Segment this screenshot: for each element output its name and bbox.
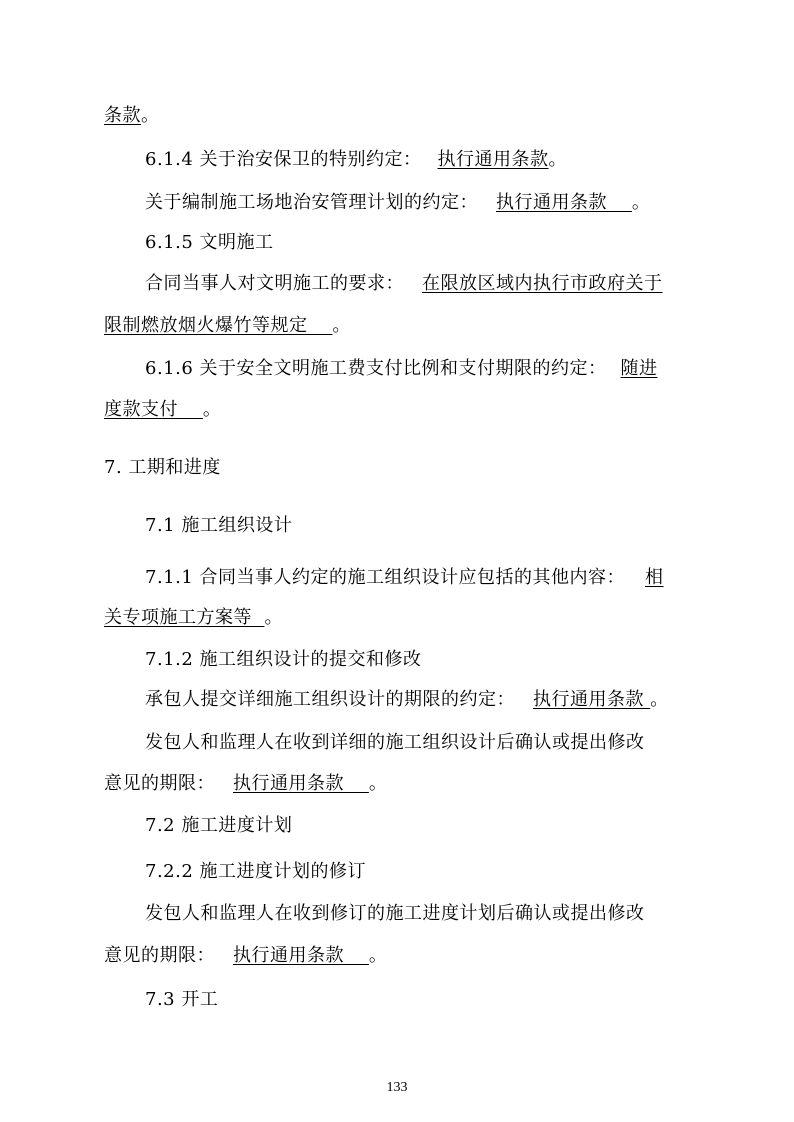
- line-confirmation: 发包人和监理人在收到详细的施工组织设计后确认或提出修改: [145, 732, 645, 753]
- filled-value: 度款支付: [104, 399, 178, 420]
- filled-value: 限制燃放烟火爆竹等规定: [104, 315, 308, 336]
- section-heading-7: 7. 工期和进度: [104, 457, 221, 478]
- heading-7-1-2: 7.1.2 施工组织设计的提交和修改: [145, 649, 422, 670]
- line-revision-deadline: 意见的期限： 执行通用条款 。: [104, 945, 388, 966]
- filled-value: 执行通用条款: [437, 149, 549, 170]
- filled-value: 执行通用条款: [233, 945, 344, 966]
- line-7-1-1: 7.1.1 合同当事人约定的施工组织设计应包括的其他内容： 相: [145, 567, 664, 588]
- filled-value: 在限放区域内执行市政府关于: [422, 273, 663, 294]
- line-clause-continuation: 条款。: [104, 105, 160, 126]
- filled-value: 关专项施工方案等: [104, 607, 252, 628]
- page-number: 133: [386, 1080, 408, 1095]
- line-civilized-requirements: 合同当事人对文明施工的要求： 在限放区域内执行市政府关于: [145, 273, 663, 294]
- line-6-1-4: 6.1.4 关于治安保卫的特别约定： 执行通用条款。: [145, 149, 568, 170]
- line-6-1-6-cont: 度款支付 。: [104, 399, 222, 420]
- filled-value: 执行通用条款: [496, 192, 607, 213]
- filled-value: 执行通用条款: [533, 689, 644, 710]
- heading-7-2-2: 7.2.2 施工进度计划的修订: [145, 861, 367, 882]
- filled-value: 条款: [104, 105, 141, 126]
- heading-7-3: 7.3 开工: [145, 989, 219, 1010]
- line-confirmation-deadline: 意见的期限： 执行通用条款 。: [104, 773, 388, 794]
- heading-6-1-5: 6.1.5 文明施工: [145, 232, 274, 253]
- filled-value: 随进: [620, 358, 658, 379]
- line-security-plan: 关于编制施工场地治安管理计划的约定： 执行通用条款 。: [145, 192, 651, 213]
- line-civilized-requirements-cont: 限制燃放烟火爆竹等规定 。: [104, 315, 351, 336]
- filled-value: 执行通用条款: [233, 773, 344, 794]
- heading-7-2: 7.2 施工进度计划: [145, 815, 293, 836]
- line-submission-deadline: 承包人提交详细施工组织设计的期限的约定： 执行通用条款 。: [145, 689, 669, 710]
- line-revision-confirmation: 发包人和监理人在收到修订的施工进度计划后确认或提出修改: [145, 903, 645, 924]
- filled-value: 相: [645, 567, 664, 588]
- line-7-1-1-cont: 关专项施工方案等 。: [104, 607, 283, 628]
- heading-7-1: 7.1 施工组织设计: [145, 515, 293, 536]
- line-6-1-6: 6.1.6 关于安全文明施工费支付比例和支付期限的约定： 随进: [145, 358, 658, 379]
